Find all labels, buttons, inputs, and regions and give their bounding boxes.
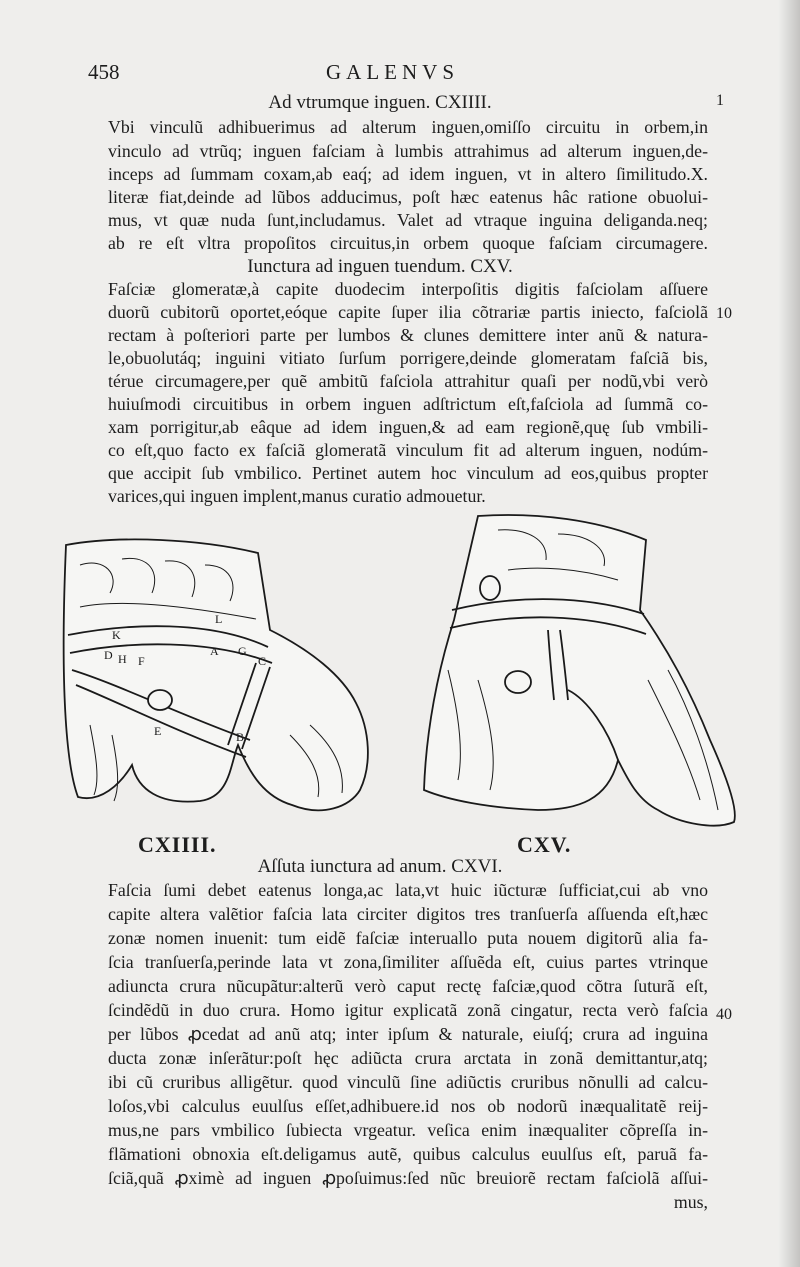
text-line: Faſciæ glomeratæ,à capite duodecim interpoſitis digitis faſciolam aſſuere — [108, 279, 708, 299]
figure-caption-114: CXIIII. — [138, 832, 217, 857]
text-line: literæ fiat,deinde ad lũbos adducimus, poſt hæc eatenus hâc ratione obuolui- — [108, 187, 708, 207]
text-line: ſcia tranſuerſa,perinde lata vt zona,ſimiliter aſſuẽda eſt, cuius partes vtrinque — [108, 952, 708, 972]
text-line: varices,qui inguen implent,manus curatio admouetur. — [108, 486, 486, 506]
svg-text:B: B — [236, 730, 245, 744]
text-line: per lũbos ꝓcedat ad anũ atq; inter ipſum & naturale, eiuſq́; crura ad inguina — [108, 1024, 708, 1044]
svg-text:C: C — [258, 654, 267, 668]
text-line: mus, — [673, 1192, 708, 1212]
svg-text:F: F — [138, 654, 145, 668]
text-line: que accipit ſub vmbilico. Pertinet autem hoc vinculum ad eos,quibus propter — [108, 463, 708, 483]
text-line: ducta zonæ inſerãtur:poſt hęc adiũcta crura arctata in zonã demittantur,atq; — [108, 1048, 708, 1068]
svg-text:G: G — [238, 644, 247, 658]
text-line: xam porrigitur,ab eâque ad idem inguen,& ad eam regionẽ,quę ſub vmbili- — [108, 417, 708, 437]
page-edge-shadow — [778, 0, 800, 1267]
text-line: loſos,vbi calculus euulſus eſſet,adhibuere.id nos ob nodorũ inæqualitatẽ reij- — [108, 1096, 708, 1116]
svg-text:A: A — [210, 644, 219, 658]
text-line: ibi cũ cruribus alligẽtur. quod vinculũ ſine adiũctis cruribus nõnulli ad calcu- — [108, 1072, 708, 1092]
figure-115-knot — [480, 576, 500, 600]
text-line: ſciã,quã ꝓximè ad inguen ꝓpoſuimus:ſed nũc breuiorẽ rectam faſciolã aſſui- — [108, 1168, 708, 1188]
text-line: duorũ cubitorũ oportet,eóque capite ſuper ilia cõtrariæ partis iniecto, faſciolã — [108, 302, 708, 322]
woodcut-figure-114 — [60, 535, 380, 825]
text-line: ſcindẽdũ in duo crura. Homo igitur explicatã zonã cingatur, recta verò faſcia — [108, 1000, 708, 1020]
section-title-114: Ad vtrumque inguen. CXIIII. — [268, 92, 492, 113]
svg-text:E: E — [154, 724, 162, 738]
margin-number-40: 40 — [716, 1006, 732, 1023]
page-number: 458 — [88, 60, 120, 84]
text-line: le,obuolutáq; inguini vitiato ſurſum porrigere,deinde glomeratam faſciã bis, — [108, 348, 708, 368]
text-line: inceps ad ſummam coxam,ab eaq́; ad idem inguen, vt in altero ſimilitudo.X. — [108, 164, 708, 184]
text-line: co eſt,quo facto ex faſciã glomeratã vinculum fit ad alterum inguen, nodúm- — [108, 440, 708, 460]
text-line: ab re eſt vltra propoſitos circuitus,in orbem quoque faſciam circumagere. — [108, 233, 708, 253]
text-line: mus,ne pars vmbilico ſubiecta vrgeatur. veſica enim inæqualiter cõpreſſa in- — [108, 1120, 708, 1140]
figure-115-genital — [505, 671, 531, 693]
text-line: capite altera valẽtior faſcia lata circiter digitos tres tranſuerſa aſſuenda eſt,hæc — [108, 904, 708, 924]
margin-mark: 1 — [716, 92, 724, 109]
text-line: Vbi vinculũ adhibuerimus ad alterum inguen,omiſſo circuitu in orbem,in — [108, 117, 708, 137]
figure-114-outline — [64, 539, 368, 810]
svg-text:H: H — [118, 652, 127, 666]
text-line: rectam à poſteriori parte per lumbos & clunes demittere inter anũ & natura- — [108, 325, 708, 345]
running-head: GALENVS — [326, 60, 459, 84]
figure-114-genital — [148, 690, 172, 710]
svg-text:L: L — [215, 612, 223, 626]
text-line: vinculo ad vtrũq; inguen faſciam à lumbis attrahimus ad alterum inguen,de- — [108, 141, 708, 161]
woodcut-figure-115 — [418, 510, 748, 840]
section-title-115: Iunctura ad inguen tuendum. CXV. — [247, 256, 513, 277]
text-line: adiuncta crura nũcupãtur:alterũ verò caput rectę faſciæ,quod cõtra ſuturã eſt, — [108, 976, 708, 996]
text-line: flãmationi obnoxia eſt.deligamus autẽ, quibus calculus euulſus eſt, paruã fa- — [108, 1144, 708, 1164]
section-title-116: Aſſuta iunctura ad anum. CXVI. — [257, 856, 503, 877]
margin-number-10: 10 — [716, 305, 732, 322]
text-line: zonæ nomen inuenit: tum eidẽ faſciæ interuallo puta nouem digitorũ alia fa- — [108, 928, 708, 948]
figure-caption-115: CXV. — [517, 832, 572, 857]
svg-text:K: K — [112, 628, 121, 642]
text-line: térue circumagere,per quẽ ambitũ faſciola attrahitur quaſi per nodũ,vbi verò — [108, 371, 708, 391]
text-line: huiuſmodi circuitibus in orbem inguen adſtrictum eſt,faſciola ad ſummã co- — [108, 394, 708, 414]
text-line: mus, vt quæ nuda ſunt,includamus. Valet ad vtraque inguina deliganda.neq; — [108, 210, 708, 230]
svg-text:D: D — [104, 648, 113, 662]
text-line: Faſcia ſumi debet eatenus longa,ac lata,vt huic iũcturæ ſufficiat,cui ab vno — [108, 880, 708, 900]
figure-115-outline — [424, 515, 735, 826]
